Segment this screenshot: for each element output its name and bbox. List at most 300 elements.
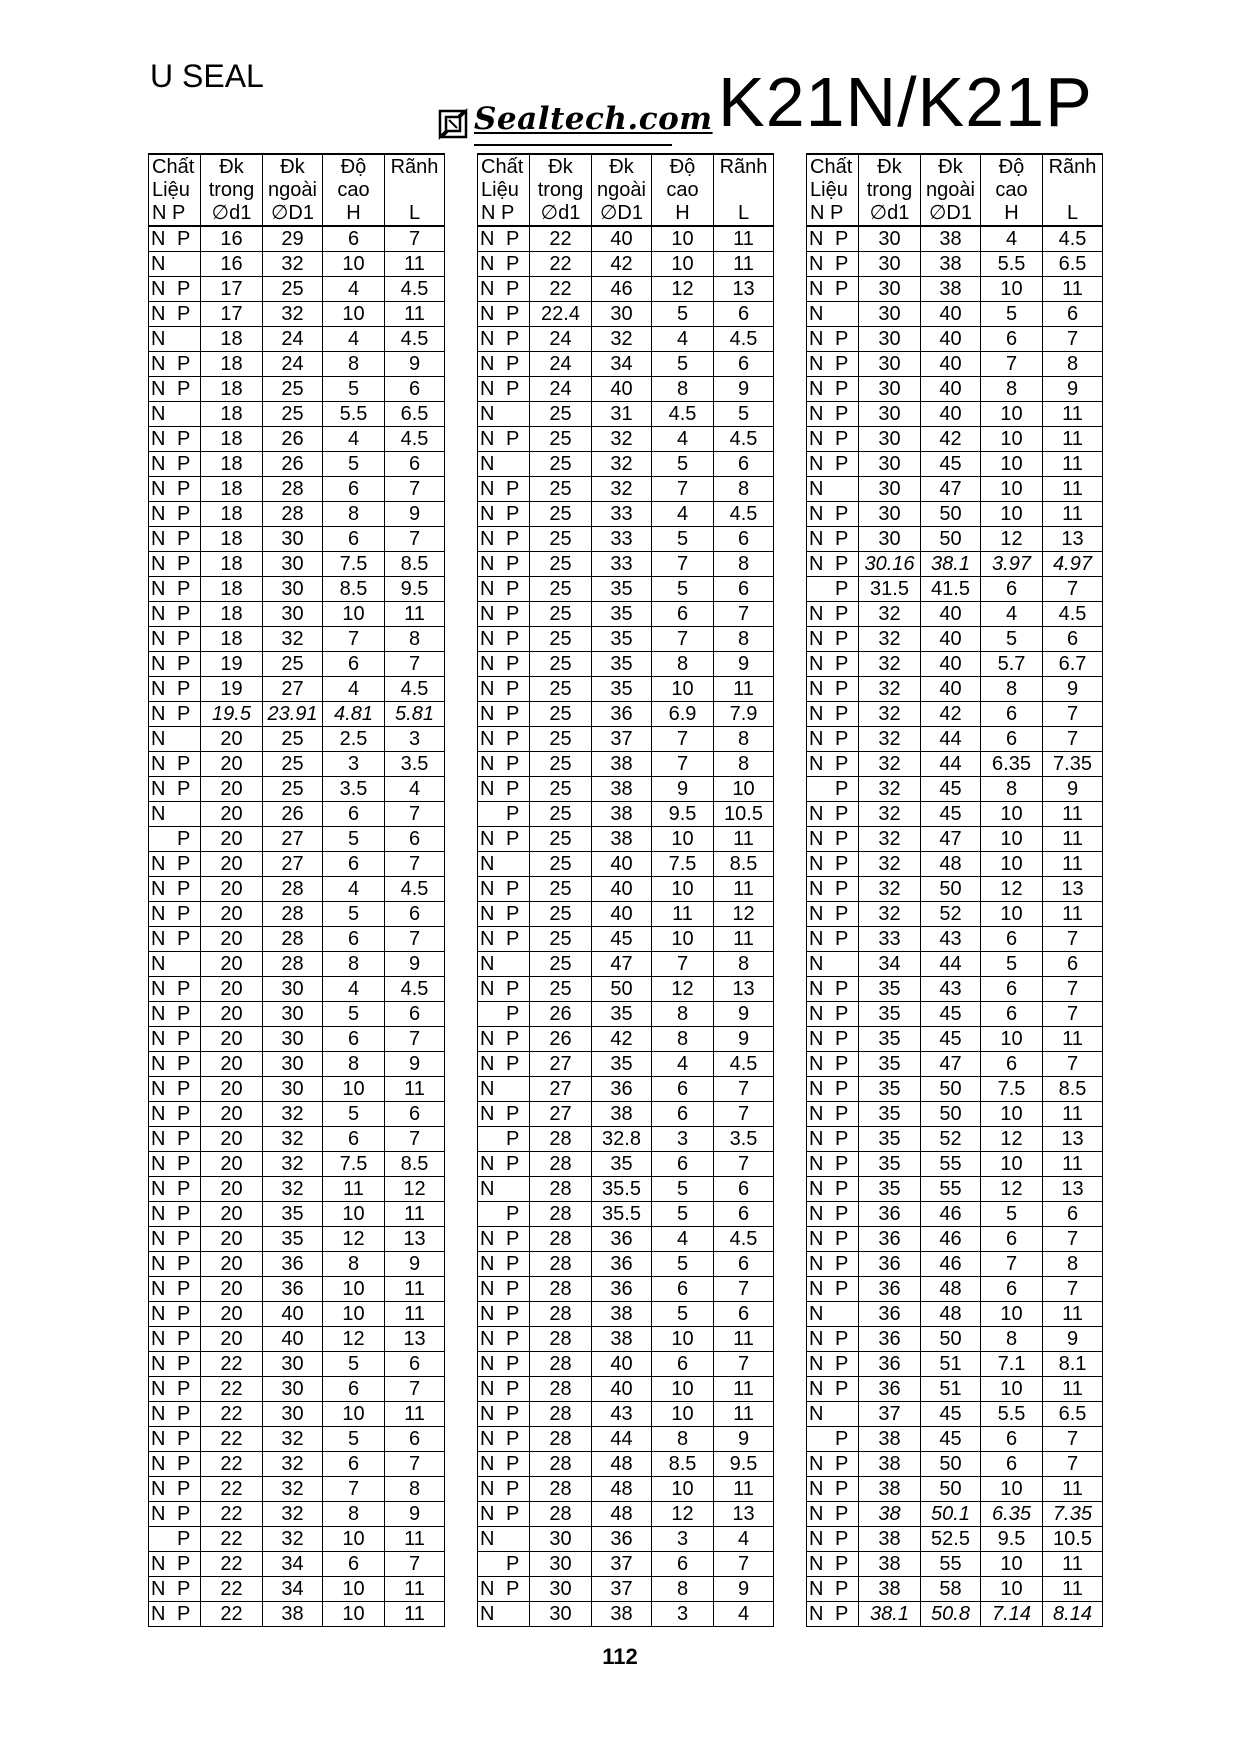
outer-diameter-cell: 36 [592,702,652,727]
outer-diameter-cell: 38 [592,1327,652,1352]
groove-cell: 9 [1043,377,1103,402]
height-cell: 12 [981,877,1043,902]
table-row [807,1302,1103,1327]
outer-diameter-cell: 30 [263,552,323,577]
inner-diameter-cell: 18 [201,577,263,602]
material-cell: N P [807,1602,859,1627]
table-row [149,1502,445,1527]
groove-cell: 8 [714,952,774,977]
height-cell: 3.5 [323,777,385,802]
height-cell: 6 [981,727,1043,752]
outer-diameter-cell: 24 [263,352,323,377]
outer-diameter-cell: 48 [921,1277,981,1302]
table-row [149,1402,445,1427]
outer-diameter-cell: 32 [263,1452,323,1477]
outer-diameter-cell: 33 [592,527,652,552]
height-cell: 7.5 [323,1152,385,1177]
inner-diameter-cell: 18 [201,552,263,577]
inner-diameter-cell: 18 [201,527,263,552]
groove-cell: 5.81 [385,702,445,727]
inner-diameter-cell: 36 [859,1227,921,1252]
groove-cell: 6.5 [385,402,445,427]
groove-cell: 13 [714,977,774,1002]
groove-cell: 4.5 [714,327,774,352]
inner-diameter-cell: 25 [530,627,592,652]
material-cell: N P [478,652,530,677]
outer-diameter-cell: 35.5 [592,1202,652,1227]
material-cell: N P [149,1352,201,1377]
table-row [149,352,445,377]
height-cell: 8.5 [652,1452,714,1477]
height-cell: 6 [323,1377,385,1402]
inner-diameter-cell: 20 [201,1277,263,1302]
table-row [807,427,1103,452]
material-cell: N P [807,852,859,877]
height-cell: 6 [323,1452,385,1477]
groove-cell: 8.5 [385,552,445,577]
inner-diameter-cell: 25 [530,427,592,452]
groove-cell: 7 [385,802,445,827]
height-cell: 8 [323,502,385,527]
height-cell: 5 [652,302,714,327]
material-cell: N P [149,1552,201,1577]
height-cell: 8 [652,1002,714,1027]
material-cell: N P [478,1452,530,1477]
groove-cell: 11 [1043,477,1103,502]
outer-diameter-cell: 38.1 [921,552,981,577]
table-row [149,252,445,277]
groove-cell: 10.5 [1043,1527,1103,1552]
height-cell: 5 [652,577,714,602]
outer-diameter-cell: 42 [592,252,652,277]
table-row [149,477,445,502]
table-row [478,1302,774,1327]
inner-diameter-cell: 28 [530,1427,592,1452]
outer-diameter-cell: 48 [921,1302,981,1327]
header-height: Độ cao H [323,154,385,226]
groove-cell: 4.5 [385,327,445,352]
groove-cell: 11 [714,927,774,952]
groove-cell: 11 [714,252,774,277]
groove-cell: 13 [1043,877,1103,902]
inner-diameter-cell: 30 [530,1552,592,1577]
table-row [149,1377,445,1402]
outer-diameter-cell: 45 [921,452,981,477]
table-row [478,252,774,277]
groove-cell: 8.1 [1043,1352,1103,1377]
inner-diameter-cell: 20 [201,1102,263,1127]
height-cell: 4 [652,1227,714,1252]
outer-diameter-cell: 30 [592,302,652,327]
inner-diameter-cell: 18 [201,327,263,352]
material-cell: N P [478,252,530,277]
height-cell: 8 [323,352,385,377]
height-cell: 7 [652,752,714,777]
groove-cell: 7 [385,1552,445,1577]
table-row [807,1477,1103,1502]
material-cell: N P [807,727,859,752]
groove-cell: 11 [385,1202,445,1227]
groove-cell: 12 [385,1177,445,1202]
material-cell: N P [149,1077,201,1102]
height-cell: 4 [323,677,385,702]
material-cell: N P [478,752,530,777]
groove-cell: 6.5 [1043,252,1103,277]
outer-diameter-cell: 40 [263,1327,323,1352]
outer-diameter-cell: 46 [921,1202,981,1227]
height-cell: 10 [981,1477,1043,1502]
material-cell: N P [478,1352,530,1377]
outer-diameter-cell: 52 [921,902,981,927]
inner-diameter-cell: 33 [859,927,921,952]
height-cell: 10 [323,602,385,627]
groove-cell: 10 [714,777,774,802]
inner-diameter-cell: 28 [530,1377,592,1402]
outer-diameter-cell: 50.1 [921,1502,981,1527]
table-row [149,1327,445,1352]
table-row [478,477,774,502]
header-groove: Rãnh L [714,154,774,226]
groove-cell: 8 [1043,352,1103,377]
material-cell: N P [478,1102,530,1127]
inner-diameter-cell: 20 [201,877,263,902]
inner-diameter-cell: 22 [201,1452,263,1477]
inner-diameter-cell: 20 [201,952,263,977]
table-row [807,1102,1103,1127]
inner-diameter-cell: 25 [530,952,592,977]
height-cell: 4 [652,502,714,527]
inner-diameter-cell: 36 [859,1302,921,1327]
table-row [807,502,1103,527]
table-row [478,1027,774,1052]
groove-cell: 9 [385,952,445,977]
table-row [478,1452,774,1477]
outer-diameter-cell: 44 [921,727,981,752]
inner-diameter-cell: 32 [859,852,921,877]
header-inner-diameter: Đk trong ∅d1 [859,154,921,226]
height-cell: 5 [981,1202,1043,1227]
material-cell: P [807,577,859,602]
inner-diameter-cell: 30 [859,427,921,452]
table-row [149,677,445,702]
groove-cell: 7 [1043,327,1103,352]
material-cell: N P [149,1452,201,1477]
material-cell: N P [149,902,201,927]
groove-cell: 11 [385,1302,445,1327]
material-cell: N P [149,1027,201,1052]
header-material: Chất Liệu N P [149,154,201,226]
table-row [478,1527,774,1552]
material-cell: N P [149,1177,201,1202]
table-row [149,1552,445,1577]
inner-diameter-cell: 20 [201,1227,263,1252]
groove-cell: 13 [1043,1177,1103,1202]
table-row [478,652,774,677]
material-cell: N P [478,352,530,377]
material-cell: N P [149,752,201,777]
material-cell: N P [478,377,530,402]
table-row [149,1427,445,1452]
material-cell: N [478,1527,530,1552]
table-row [807,1527,1103,1552]
material-cell: N P [149,1152,201,1177]
groove-cell: 6 [1043,952,1103,977]
inner-diameter-cell: 24 [530,377,592,402]
table-row [149,827,445,852]
groove-cell: 7 [1043,1227,1103,1252]
inner-diameter-cell: 32 [859,702,921,727]
header-height: Độ cao H [981,154,1043,226]
height-cell: 5 [652,452,714,477]
height-cell: 6 [652,1277,714,1302]
height-cell: 6 [323,1127,385,1152]
logo-text: Sealtech.com [474,101,713,137]
inner-diameter-cell: 30 [530,1602,592,1627]
material-cell: N P [478,577,530,602]
outer-diameter-cell: 28 [263,877,323,902]
height-cell: 4 [323,327,385,352]
table-row [149,1277,445,1302]
height-cell: 10 [323,302,385,327]
table-row [478,1377,774,1402]
outer-diameter-cell: 42 [921,427,981,452]
height-cell: 10 [652,1377,714,1402]
height-cell: 6 [981,577,1043,602]
groove-cell: 7 [1043,1427,1103,1452]
height-cell: 3 [652,1127,714,1152]
height-cell: 10 [652,226,714,252]
groove-cell: 7 [1043,927,1103,952]
groove-cell: 4.5 [385,677,445,702]
material-cell: N P [478,877,530,902]
outer-diameter-cell: 32 [263,252,323,277]
height-cell: 7 [652,952,714,977]
table-row [478,827,774,852]
height-cell: 6 [652,1552,714,1577]
inner-diameter-cell: 32 [859,827,921,852]
height-cell: 5 [652,352,714,377]
groove-cell: 11 [1043,902,1103,927]
height-cell: 6.35 [981,1502,1043,1527]
header-groove: Rãnh L [1043,154,1103,226]
table-row [807,1077,1103,1102]
height-cell: 5 [652,1202,714,1227]
inner-diameter-cell: 17 [201,302,263,327]
height-cell: 4 [981,226,1043,252]
table-row [807,1327,1103,1352]
table-row [478,752,774,777]
material-cell: N P [807,1477,859,1502]
height-cell: 4 [323,977,385,1002]
height-cell: 8 [981,1327,1043,1352]
outer-diameter-cell: 46 [921,1227,981,1252]
groove-cell: 6 [385,1427,445,1452]
inner-diameter-cell: 25 [530,752,592,777]
outer-diameter-cell: 52.5 [921,1527,981,1552]
height-cell: 10 [981,1377,1043,1402]
material-cell: N P [807,1152,859,1177]
table-row [478,1602,774,1627]
outer-diameter-cell: 25 [263,752,323,777]
material-cell: N P [807,977,859,1002]
outer-diameter-cell: 30 [263,602,323,627]
inner-diameter-cell: 36 [859,1327,921,1352]
outer-diameter-cell: 48 [592,1502,652,1527]
table-row [807,302,1103,327]
groove-cell: 9.5 [385,577,445,602]
outer-diameter-cell: 50 [921,1327,981,1352]
outer-diameter-cell: 45 [592,927,652,952]
groove-cell: 8 [714,552,774,577]
height-cell: 6 [323,852,385,877]
inner-diameter-cell: 18 [201,602,263,627]
height-cell: 6 [652,1077,714,1102]
table-row [149,277,445,302]
groove-cell: 7 [385,1377,445,1402]
material-cell: N P [807,527,859,552]
material-cell: N P [478,327,530,352]
outer-diameter-cell: 45 [921,1427,981,1452]
inner-diameter-cell: 20 [201,977,263,1002]
material-cell: N [149,402,201,427]
table-row [478,427,774,452]
table-row [478,327,774,352]
material-cell: P [478,1002,530,1027]
table-row [149,927,445,952]
inner-diameter-cell: 35 [859,1077,921,1102]
groove-cell: 9 [385,502,445,527]
groove-cell: 4.5 [385,877,445,902]
outer-diameter-cell: 25 [263,652,323,677]
groove-cell: 7 [1043,1452,1103,1477]
outer-diameter-cell: 32 [263,1102,323,1127]
groove-cell: 7.9 [714,702,774,727]
outer-diameter-cell: 31 [592,402,652,427]
outer-diameter-cell: 26 [263,452,323,477]
table-row [807,327,1103,352]
height-cell: 2.5 [323,727,385,752]
height-cell: 5 [652,1177,714,1202]
inner-diameter-cell: 32 [859,627,921,652]
model-number: K21N/K21P [718,63,1093,141]
inner-diameter-cell: 38.1 [859,1602,921,1627]
material-cell: N P [807,652,859,677]
material-cell: N P [478,727,530,752]
inner-diameter-cell: 30 [859,402,921,427]
groove-cell: 11 [1043,1027,1103,1052]
outer-diameter-cell: 32 [263,1502,323,1527]
groove-cell: 11 [714,1327,774,1352]
height-cell: 5 [981,627,1043,652]
outer-diameter-cell: 34 [592,352,652,377]
groove-cell: 11 [1043,427,1103,452]
groove-cell: 7 [714,1352,774,1377]
groove-cell: 6 [385,827,445,852]
inner-diameter-cell: 20 [201,727,263,752]
inner-diameter-cell: 25 [530,477,592,502]
seal-table-3 [806,153,1103,1627]
inner-diameter-cell: 36 [859,1252,921,1277]
height-cell: 5 [323,1002,385,1027]
outer-diameter-cell: 30 [263,977,323,1002]
outer-diameter-cell: 55 [921,1552,981,1577]
inner-diameter-cell: 20 [201,1302,263,1327]
inner-diameter-cell: 22.4 [530,302,592,327]
table-row [478,552,774,577]
outer-diameter-cell: 40 [921,352,981,377]
inner-diameter-cell: 20 [201,1027,263,1052]
groove-cell: 11 [385,1402,445,1427]
groove-cell: 9 [714,1427,774,1452]
table-row [478,777,774,802]
groove-cell: 11 [1043,1302,1103,1327]
table-row [807,1177,1103,1202]
material-cell: N [478,1077,530,1102]
height-cell: 5 [981,302,1043,327]
groove-cell: 7 [1043,1002,1103,1027]
inner-diameter-cell: 28 [530,1177,592,1202]
table-row [478,377,774,402]
height-cell: 12 [981,1177,1043,1202]
groove-cell: 9.5 [714,1452,774,1477]
groove-cell: 6 [1043,1202,1103,1227]
outer-diameter-cell: 32 [263,1127,323,1152]
height-cell: 8 [323,1252,385,1277]
material-cell: N P [807,627,859,652]
groove-cell: 4.5 [1043,602,1103,627]
outer-diameter-cell: 40 [592,852,652,877]
table-row [478,977,774,1002]
material-cell: N P [807,1027,859,1052]
material-cell: N P [149,1277,201,1302]
inner-diameter-cell: 27 [530,1052,592,1077]
material-cell: N P [149,552,201,577]
table-row [478,1352,774,1377]
outer-diameter-cell: 48 [592,1452,652,1477]
table-row [478,1427,774,1452]
material-cell: N P [478,502,530,527]
groove-cell: 4.5 [385,977,445,1002]
material-cell: N P [478,927,530,952]
table-row [807,1152,1103,1177]
inner-diameter-cell: 32 [859,602,921,627]
inner-diameter-cell: 20 [201,802,263,827]
outer-diameter-cell: 32 [263,627,323,652]
groove-cell: 4.97 [1043,552,1103,577]
outer-diameter-cell: 24 [263,327,323,352]
inner-diameter-cell: 16 [201,252,263,277]
groove-cell: 7 [385,652,445,677]
outer-diameter-cell: 48 [921,852,981,877]
table-row [807,1227,1103,1252]
height-cell: 7 [323,627,385,652]
material-cell: N P [807,1102,859,1127]
groove-cell: 4.5 [714,502,774,527]
material-cell: N P [478,602,530,627]
table-row [807,277,1103,302]
material-cell: N P [478,552,530,577]
height-cell: 6 [981,327,1043,352]
material-cell: N P [149,352,201,377]
height-cell: 6 [323,927,385,952]
table-row [149,627,445,652]
inner-diameter-cell: 32 [859,877,921,902]
material-cell: N P [807,1277,859,1302]
table-row [807,977,1103,1002]
inner-diameter-cell: 38 [859,1502,921,1527]
material-cell: N P [149,1252,201,1277]
material-cell: N [149,327,201,352]
